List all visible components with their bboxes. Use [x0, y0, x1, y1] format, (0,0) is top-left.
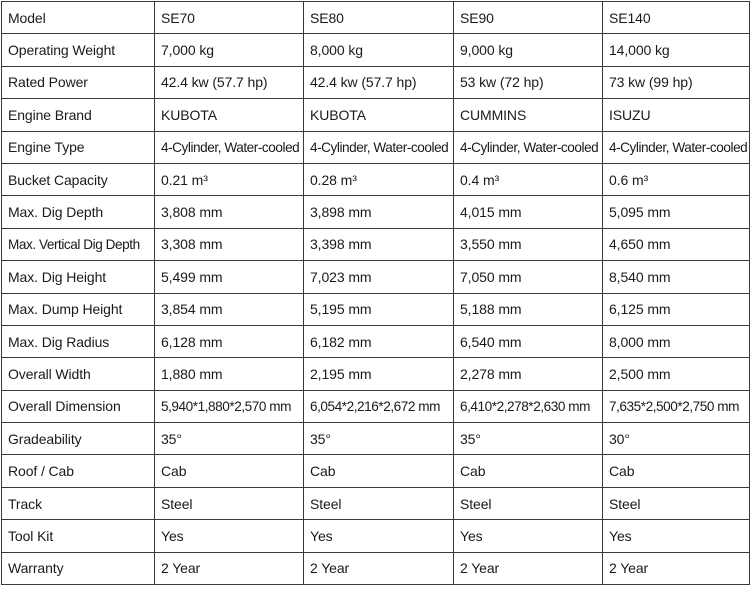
spec-value-cell: 6,054*2,216*2,672 mm — [304, 390, 454, 422]
spec-value-cell: 42.4 kw (57.7 hp) — [304, 66, 454, 98]
spec-value-cell: Yes — [304, 520, 454, 552]
spec-value-cell: 4-Cylinder, Water-cooled — [304, 131, 454, 163]
spec-label-cell: Operating Weight — [2, 34, 155, 66]
table-row — [2, 487, 750, 519]
spec-value-cell: 3,550 mm — [454, 228, 603, 260]
spec-value-cell: 35° — [304, 423, 454, 455]
spec-value-cell: 5,188 mm — [454, 293, 603, 325]
spec-value-cell: Steel — [603, 487, 750, 519]
spec-value-cell: 3,398 mm — [304, 228, 454, 260]
spec-value-cell: 2 Year — [454, 552, 603, 584]
spec-value-cell: 3,808 mm — [155, 196, 304, 228]
table-row — [2, 66, 750, 98]
spec-value-cell: 5,940*1,880*2,570 mm — [155, 390, 304, 422]
header-model-cell: SE140 — [603, 2, 750, 34]
spec-value-cell: 4-Cylinder, Water-cooled — [603, 131, 750, 163]
spec-value-cell: 35° — [454, 423, 603, 455]
spec-value-cell: 73 kw (99 hp) — [603, 66, 750, 98]
table-row — [2, 34, 750, 66]
spec-label-cell: Tool Kit — [2, 520, 155, 552]
spec-value-cell: 1,880 mm — [155, 358, 304, 390]
table-row — [2, 325, 750, 357]
spec-value-cell: 6,410*2,278*2,630 mm — [454, 390, 603, 422]
header-model-cell: SE70 — [155, 2, 304, 34]
spec-value-cell: 2 Year — [155, 552, 304, 584]
spec-label-cell: Max. Dig Depth — [2, 196, 155, 228]
table-row — [2, 293, 750, 325]
spec-value-cell: CUMMINS — [454, 99, 603, 131]
spec-value-cell: 2,278 mm — [454, 358, 603, 390]
spec-label-cell: Gradeability — [2, 423, 155, 455]
header-model-cell: SE90 — [454, 2, 603, 34]
spec-value-cell: 42.4 kw (57.7 hp) — [155, 66, 304, 98]
spec-value-cell: 6,182 mm — [304, 325, 454, 357]
table-row — [2, 261, 750, 293]
spec-label-cell: Overall Dimension — [2, 390, 155, 422]
spec-value-cell: 6,125 mm — [603, 293, 750, 325]
spec-value-cell: 6,540 mm — [454, 325, 603, 357]
header-label-cell: Model — [2, 2, 155, 34]
spec-value-cell: 5,499 mm — [155, 261, 304, 293]
spec-label-cell: Max. Dig Height — [2, 261, 155, 293]
spec-value-cell: 8,000 mm — [603, 325, 750, 357]
spec-value-cell: 2 Year — [603, 552, 750, 584]
spec-value-cell: 8,540 mm — [603, 261, 750, 293]
spec-value-cell: 8,000 kg — [304, 34, 454, 66]
spec-value-cell: Yes — [454, 520, 603, 552]
table-row — [2, 552, 750, 584]
table-row — [2, 196, 750, 228]
spec-value-cell: 35° — [155, 423, 304, 455]
spec-value-cell: 0.28 m³ — [304, 163, 454, 195]
spec-value-cell: 2 Year — [304, 552, 454, 584]
spec-value-cell: KUBOTA — [155, 99, 304, 131]
spec-value-cell: 3,308 mm — [155, 228, 304, 260]
spec-label-cell: Track — [2, 487, 155, 519]
spec-value-cell: 7,000 kg — [155, 34, 304, 66]
spec-value-cell: ISUZU — [603, 99, 750, 131]
table-row — [2, 455, 750, 487]
spec-value-cell: KUBOTA — [304, 99, 454, 131]
spec-value-cell: 4-Cylinder, Water-cooled — [454, 131, 603, 163]
spec-label-cell: Warranty — [2, 552, 155, 584]
spec-value-cell: 6,128 mm — [155, 325, 304, 357]
spec-label-cell: Roof / Cab — [2, 455, 155, 487]
table-row — [2, 520, 750, 552]
header-model-cell: SE80 — [304, 2, 454, 34]
spec-value-cell: 3,854 mm — [155, 293, 304, 325]
spec-value-cell: Cab — [304, 455, 454, 487]
spec-value-cell: 7,635*2,500*2,750 mm — [603, 390, 750, 422]
spec-value-cell: 0.6 m³ — [603, 163, 750, 195]
spec-value-cell: Yes — [155, 520, 304, 552]
spec-value-cell: 5,195 mm — [304, 293, 454, 325]
table-row — [2, 131, 750, 163]
spec-value-cell: 14,000 kg — [603, 34, 750, 66]
spec-value-cell: 7,050 mm — [454, 261, 603, 293]
header-row — [2, 2, 750, 34]
spec-value-cell: 9,000 kg — [454, 34, 603, 66]
spec-table — [1, 1, 750, 585]
table-row — [2, 163, 750, 195]
spec-value-cell: 0.4 m³ — [454, 163, 603, 195]
spec-value-cell: 53 kw (72 hp) — [454, 66, 603, 98]
spec-table-body — [2, 2, 750, 585]
spec-value-cell: Steel — [454, 487, 603, 519]
table-row — [2, 423, 750, 455]
spec-value-cell: Cab — [603, 455, 750, 487]
spec-label-cell: Bucket Capacity — [2, 163, 155, 195]
spec-label-cell: Rated Power — [2, 66, 155, 98]
spec-value-cell: 4-Cylinder, Water-cooled — [155, 131, 304, 163]
spec-value-cell: Cab — [155, 455, 304, 487]
spec-label-cell: Max. Dump Height — [2, 293, 155, 325]
spec-value-cell: 30° — [603, 423, 750, 455]
spec-label-cell: Max. Vertical Dig Depth — [2, 228, 155, 260]
spec-value-cell: 0.21 m³ — [155, 163, 304, 195]
table-row — [2, 99, 750, 131]
spec-label-cell: Engine Type — [2, 131, 155, 163]
spec-value-cell: Steel — [304, 487, 454, 519]
spec-value-cell: 3,898 mm — [304, 196, 454, 228]
spec-value-cell: 5,095 mm — [603, 196, 750, 228]
spec-value-cell: 2,500 mm — [603, 358, 750, 390]
table-row — [2, 390, 750, 422]
spec-value-cell: Steel — [155, 487, 304, 519]
spec-value-cell: Yes — [603, 520, 750, 552]
spec-value-cell: Cab — [454, 455, 603, 487]
spec-value-cell: 4,650 mm — [603, 228, 750, 260]
spec-value-cell: 4,015 mm — [454, 196, 603, 228]
spec-label-cell: Max. Dig Radius — [2, 325, 155, 357]
spec-value-cell: 2,195 mm — [304, 358, 454, 390]
spec-label-cell: Engine Brand — [2, 99, 155, 131]
table-row — [2, 358, 750, 390]
table-row — [2, 228, 750, 260]
spec-value-cell: 7,023 mm — [304, 261, 454, 293]
spec-label-cell: Overall Width — [2, 358, 155, 390]
